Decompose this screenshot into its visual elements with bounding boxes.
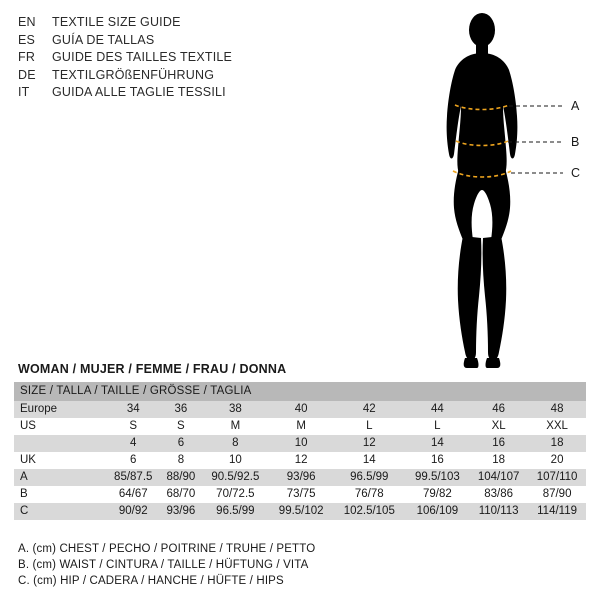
cell: 34 [106,401,160,418]
cell: S [106,418,160,435]
cell: 42 [333,401,406,418]
cell: 99.5/102 [269,503,333,520]
cell: 110/113 [469,503,528,520]
note-hip: C. (cm) HIP / CADERA / HANCHE / HÜFTE / HIPS [18,575,284,587]
cell: 6 [160,435,201,452]
cell: 40 [269,401,333,418]
row-label: C [14,503,106,520]
cell: L [333,418,406,435]
table-row [14,469,586,486]
cell: S [160,418,201,435]
language-list [18,14,348,102]
cell: L [406,418,470,435]
language-code: EN [18,15,36,29]
cell: XXL [528,418,586,435]
table-row [14,503,586,520]
language-code: ES [18,32,36,47]
measure-label-b: B [571,135,580,149]
cell: 90/92 [106,503,160,520]
language-row [18,32,348,50]
language-text: TEXTILE SIZE GUIDE [52,15,181,29]
cell: 14 [406,435,470,452]
cell: 87/90 [528,486,586,503]
cell: 114/119 [528,503,586,520]
cell: 107/110 [528,469,586,486]
note-waist: B. (cm) WAIST / CINTURA / TAILLE / HÜFTUNG / VITA [18,559,309,571]
cell: 38 [201,401,269,418]
language-text: GUIDE DES TAILLES TEXTILE [52,50,233,64]
table-header-row [14,382,586,401]
cell: 12 [269,452,333,469]
cell: 20 [528,452,586,469]
table-row [14,401,586,418]
cell: M [201,418,269,435]
cell: 104/107 [469,469,528,486]
cell: 93/96 [269,469,333,486]
language-row [18,84,348,102]
cell: 102.5/105 [333,503,406,520]
cell: 96.5/99 [333,469,406,486]
cell: 68/70 [160,486,201,503]
cell: 64/67 [106,486,160,503]
cell: 10 [201,452,269,469]
cell: 18 [528,435,586,452]
row-label: UK [14,452,106,469]
cell: 88/90 [160,469,201,486]
cell: 96.5/99 [201,503,269,520]
cell: 93/96 [160,503,201,520]
cell: 10 [269,435,333,452]
section-title: WOMAN / MUJER / FEMME / FRAU / DONNA [18,362,287,376]
cell: 16 [469,435,528,452]
cell: 99.5/103 [406,469,470,486]
cell: 8 [160,452,201,469]
table-row [14,418,586,435]
table-row [14,435,586,452]
cell: 48 [528,401,586,418]
cell: 44 [406,401,470,418]
cell: 106/109 [406,503,470,520]
note-chest: A. (cm) CHEST / PECHO / POITRINE / TRUHE / PETTO [18,543,316,555]
cell: 4 [106,435,160,452]
measure-label-a: A [571,99,580,113]
cell: 16 [406,452,470,469]
cell: M [269,418,333,435]
row-label: B [14,486,106,503]
table-row [14,452,586,469]
cell: 79/82 [406,486,470,503]
measurement-notes [18,541,315,589]
language-row [18,49,348,67]
table-header-label: SIZE / TALLA / TAILLE / GRÖSSE / TAGLIA [14,382,586,401]
cell: 46 [469,401,528,418]
cell: XL [469,418,528,435]
row-label: Europe [14,401,106,418]
language-text: GUÍA DE TALLAS [52,32,155,47]
row-label: A [14,469,106,486]
language-code: FR [18,50,36,64]
cell: 14 [333,452,406,469]
cell: 90.5/92.5 [201,469,269,486]
language-text: GUIDA ALLE TAGLIE TESSILI [52,85,226,99]
cell: 8 [201,435,269,452]
cell: 73/75 [269,486,333,503]
language-code: IT [18,85,30,99]
row-label [14,435,106,452]
measure-label-c: C [571,166,581,180]
cell: 70/72.5 [201,486,269,503]
language-row [18,67,348,85]
cell: 83/86 [469,486,528,503]
cell: 76/78 [333,486,406,503]
cell: 85/87.5 [106,469,160,486]
female-silhouette-icon [395,8,595,373]
cell: 12 [333,435,406,452]
female-body-figure [395,8,595,373]
size-table [14,382,586,520]
table-row [14,486,586,503]
language-row [18,14,348,32]
cell: 6 [106,452,160,469]
cell: 36 [160,401,201,418]
row-label: US [14,418,106,435]
language-text: TEXTILGRÖßENFÜHRUNG [52,67,215,82]
language-code: DE [18,67,36,82]
cell: 18 [469,452,528,469]
